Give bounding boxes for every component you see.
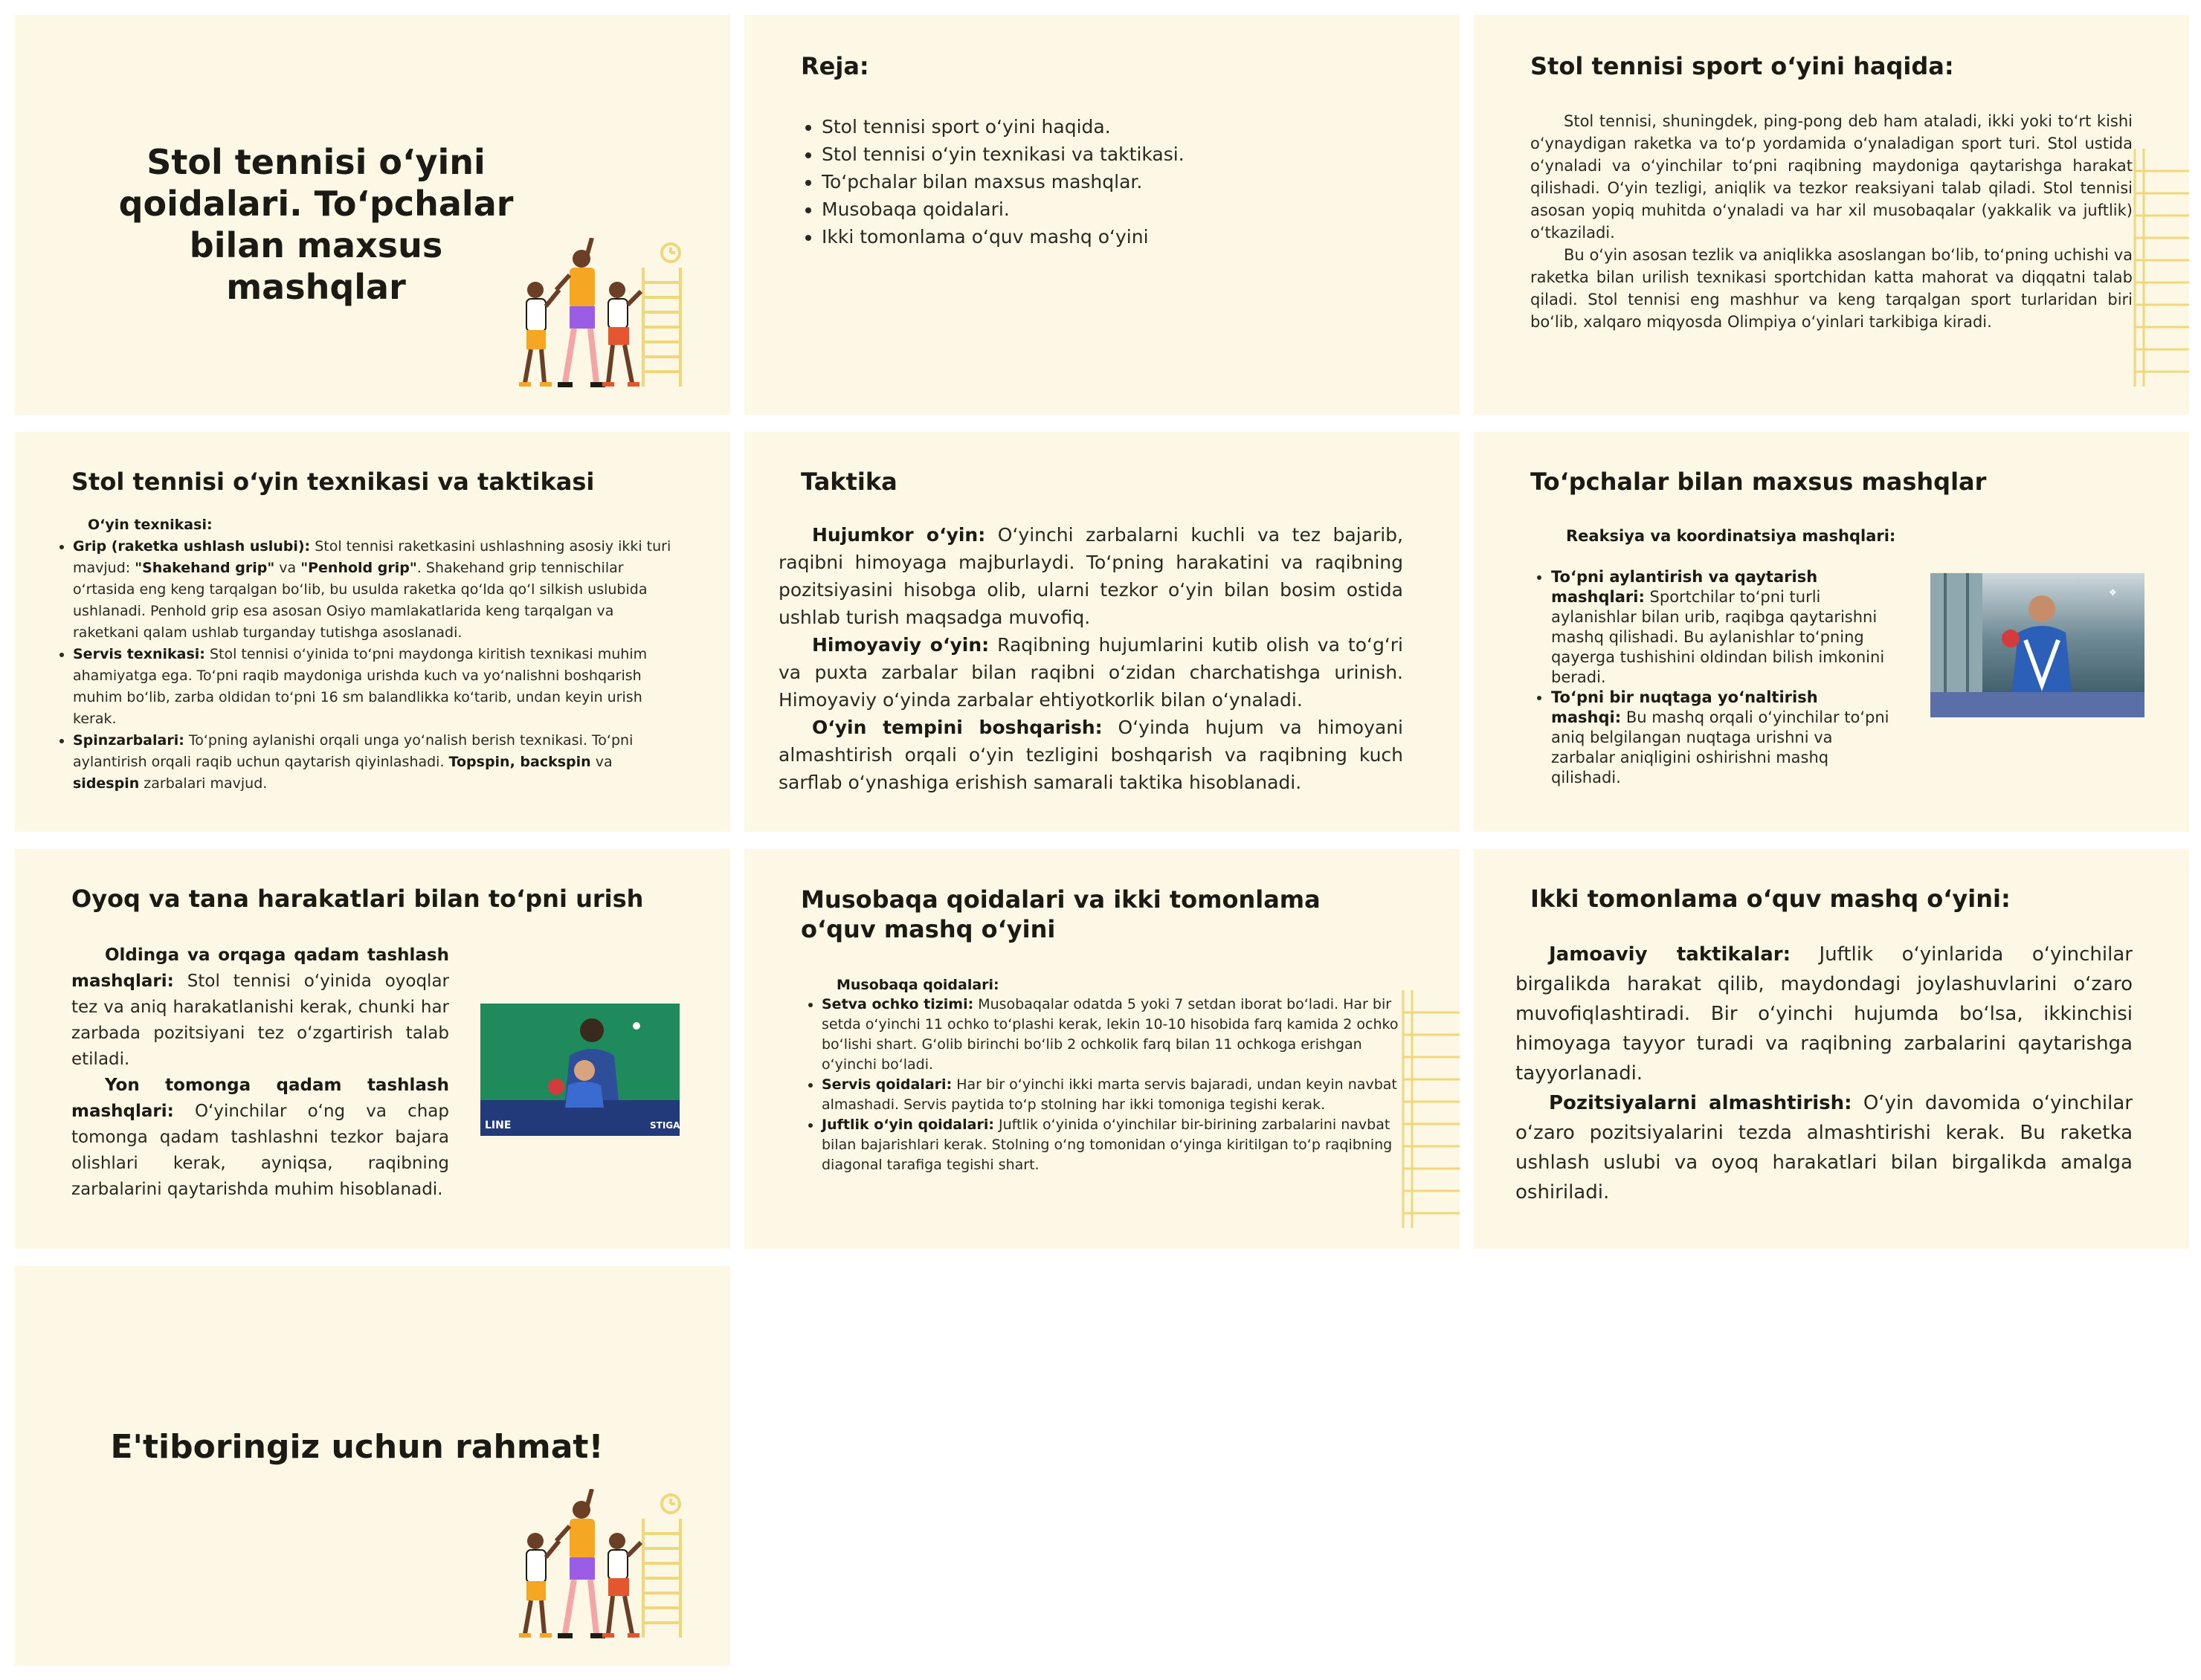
slide-footwork[interactable] [15,849,730,1249]
paragraph: Yon tomonga qadam tashlash mashqlari: O‘yinchilar o‘ng va chap tomonga qadam tashlashni tezkor bajara olishlari kerak, ayniqsa, raqibning zarbalarini qaytarishda muhim hisoblanadi. [71,1076,449,1199]
list-item: • Juftlik o‘yin qoidalari: Juftlik o‘yinida o‘yinchilar bir-birining zarbalarini navbat bilan bajarishlari kerak. Stolning o‘ng tomonidan o‘yinga kiritilgan to‘p raqibning diagonal tarafiga tegishi shart. [822,1115,1417,1175]
list-item: • Ikki tomonlama o‘quv mashq o‘yini [822,223,1417,251]
slide-thanks[interactable] [15,1266,730,1666]
list-item: • Spinzarbalari: To‘pning aylanishi orqali unga yo‘nalish berish texnikasi. To‘pni aylantirish orqali raqib uchun qaytarish qiyinlashadi. Topspin, backspin va sidespin zarbalari mavjud. [73,730,683,795]
list-item: • Servis qoidalari: Har bir o‘yinchi ikki marta servis bajaradi, undan keyin navbat almashadi. Servis paytida to‘p stolning har ikki tomoniga tegishi kerak. [822,1075,1417,1115]
paragraph: Pozitsiyalarni almashtirish: O‘yin davomida o‘yinchilar o‘zaro pozitsiyalarini tezda almashtirishi kerak. Bu raketka ushlash uslubi va oyoq harakatlari bilan birgalikda amalga oshiriladi. [1515,1092,2133,1204]
paragraph: Hujumkor o‘yin: O‘yinchi zarbalarni kuchli va tez bajarib, raqibni himoyaga majburlaydi. To‘pning harakatini va raqibning pozitsiyasini hisobga olib, ularni tezkor o‘yin bilan bosim ostida ushlab turish maqsadga muvofiq. [779,524,1403,628]
list-item: • Musobaqa qoidalari. [822,196,1417,223]
slide-plan[interactable] [744,15,1460,415]
paragraph: Bu o‘yin asosan tezlik va aniqlikka asoslangan bo‘lib, to‘pning uchishi va raketka bilan urilish texnikasi sportchidan katta mahorat va diqqatni talab qiladi. Stol tennisi eng mashhur va keng tarqalgan sport turlaridan biri bo‘lib, xalqaro miqyosda Olimpiya o‘yinlari tarkibiga kiradi. [1530,246,2133,331]
slide-competition-rules[interactable] [744,849,1460,1249]
list-item: • To‘pni aylantirish va qaytarish mashqlari: Sportchilar to‘pni turli aylanishlar bilan urib, raqibga qaytarishni mashq qilishadi. Bu aylanishlar to‘pning qayerga tushishini oldindan bilish imkonini beradi. [1551,567,1893,688]
list-item: • Servis texnikasi: Stol tennisi o‘yinida to‘pni maydonga kiritish texnikasi muhim ahamiyatga ega. To‘pni raqib maydoniga urishda kuch va yo‘nalishni boshqarish muhim bo‘lib, zarba oldidan to‘pni 16 sm balandlikka ko‘tarib, undan keyin urish kerak. [73,644,683,730]
slide-heading: To‘pchalar bilan maxsus mashqlar [1530,468,1987,496]
exercising-people-illustration-icon [513,1489,714,1645]
footwork-text [71,943,449,1203]
paragraph: O‘yin tempini boshqarish: O‘yinda hujum va himoyani almashtirish orqali o‘yin tezligini boshqarish va raqibning kuch sarflab o‘ynashiga erishish samarali taktika hisoblanadi. [779,717,1403,793]
players-icon [480,1004,680,1136]
paragraph: Jamoaviy taktikalar: Juftlik o‘yinlarida o‘yinchilar birgalikda harakat qilib, maydondagi joylashuvlarini o‘zaro muvofiqlashtiradi. Bir o‘yinchi hujumda bo‘lsa, ikkinchisi himoyaga tayyor turadi va raqibning zarbalarini qaytarishga tayyorlanadi. [1515,943,2133,1085]
thanks-text: E'tiboringiz uchun rahmat! [110,1428,604,1466]
svg-text:❖: ❖ [2109,587,2117,598]
ladder-icon [2132,149,2189,387]
slide-heading: Reja: [801,52,869,80]
subheading: Musobaqa qoidalari: [837,977,999,993]
slide-tactics[interactable] [744,432,1460,832]
slide-about[interactable] [1474,15,2189,415]
paragraph: Oldinga va orqaga qadam tashlash mashqlari: Stol tennisi o‘yinida oyoqlar tez va aniq harakatlanishi kerak, chunki har zarbada pozitsiyani tez o‘zgartirish talab etiladi. [71,946,449,1069]
coach-and-child-photo [480,1004,680,1136]
drills-list [1535,567,1893,788]
slide-heading: Stol tennisi sport o‘yini haqida: [1530,52,1954,80]
tactics-text [779,521,1403,796]
rules-list [805,995,1417,1175]
table-tennis-player-photo [1930,573,2144,717]
technique-list [57,536,683,795]
slide-ball-drills[interactable] [1474,432,2189,832]
slide-title-text: Stol tennisi o‘yini qoidalari. To‘pchalar bilan maxsus mashqlar [118,142,514,307]
player-icon [1930,573,2144,717]
plan-list [805,113,1417,251]
subheading: Reaksiya va koordinatsiya mashqlari: [1566,527,1896,545]
slide-heading: Taktika [801,468,898,496]
ladder-icon [1400,990,1460,1228]
paragraph: Himoyaviy o‘yin: Raqibning hujumlarini kutib olish va to‘g‘ri va puxta zarbalar bilan raqibni o‘zidan charchatishga urinish. Himoyaviy o‘yinda zarbalar ehtiyotkorlik bilan o‘ynaladi. [779,634,1403,711]
slide-training-game[interactable] [1474,849,2189,1249]
svg-text:LINE: LINE [485,1120,512,1131]
slide-heading: Oyoq va tana harakatlari bilan to‘pni urish [71,885,644,913]
exercising-people-illustration-icon [513,238,714,394]
about-text [1530,110,2133,333]
training-text [1515,940,2133,1207]
subheading: O‘yin texnikasi: [88,517,213,533]
list-item: • Stol tennisi o‘yin texnikasi va taktikasi. [822,140,1417,168]
slide-title[interactable] [15,15,730,415]
slide-heading: Stol tennisi o‘yin texnikasi va taktikasi [71,468,595,496]
list-item: • To‘pchalar bilan maxsus mashqlar. [822,168,1417,196]
list-item: • To‘pni bir nuqtaga yo‘naltirish mashqi: Bu mashq orqali o‘yinchilar to‘pni aniq belgilangan nuqtaga urishni va zarbalar aniqligini oshirishni mashq qilishadi. [1551,688,1893,788]
slide-heading: Musobaqa qoidalari va ikki tomonlama o‘quv mashq o‘yini [801,885,1321,943]
list-item: • Stol tennisi sport o‘yini haqida. [822,113,1417,140]
slide-heading: Ikki tomonlama o‘quv mashq o‘yini: [1530,885,2011,913]
paragraph: Stol tennisi, shuningdek, ping-pong deb ham ataladi, ikki yoki to‘rt kishi o‘ynaydigan raketka va to‘p yordamida o‘ynaladigan sport turi. Stol ustida o‘ynaladi va o‘yinchilar to‘pni raqibning maydoniga qaytarishga harakat qilishadi. O‘yin tezligi, aniqlik va tezkor reaksiyani talab qiladi. Stol tennisi asosan yopiq muhitda o‘ynaladi va har xil musobaqalar (yakkalik va juftlik) o‘tkaziladi. [1530,112,2133,242]
list-item: • Setva ochko tizimi: Musobaqalar odatda 5 yoki 7 setdan iborat bo‘ladi. Har bir setda o‘yinchi 11 ochko to‘plashi kerak, lekin 10-10 hisobida farq kamida 2 ochko bo‘lishi shart. G‘olib birinchi bo‘lib 2 ochkolik farq bilan 11 ochkoga erishgan o‘yinchi bo‘ladi. [822,995,1417,1075]
list-item: • Grip (raketka ushlash uslubi): Stol tennisi raketkasini ushlashning asosiy ikki turi mavjud: "Shakehand grip" va "Penhold grip". Shakehand grip tennischilar o‘rtasida eng keng tarqalgan bo‘lib, bu usulda raketka qo‘lda qo‘l silkish uslubida ushlanadi. Penhold grip esa asosan Osiyo mamlakatlarida keng tarqalgan va raketkani qalam ushlab turganday tutishga asoslanadi. [73,536,683,644]
svg-text:STIGA: STIGA [650,1120,680,1131]
slide-technique[interactable] [15,432,730,832]
